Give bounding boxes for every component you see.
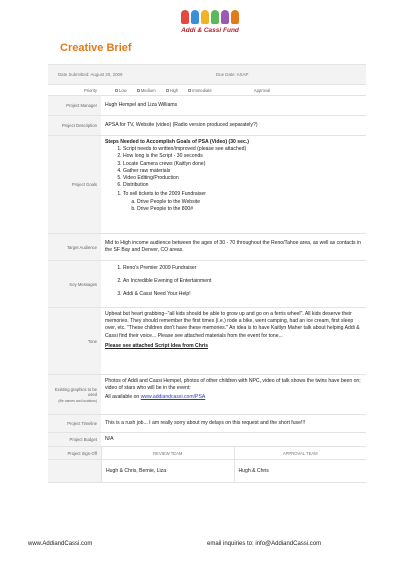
logo-figure [211,10,219,24]
project-budget-label: Project Budget [48,433,101,446]
project-description-row [48,116,366,136]
addi-cassi-logo [168,8,252,38]
goals-heading-text: Steps Needed to Accomplish Goals of PSA (Video) (30 sec.) [105,139,249,145]
subgoals-list [123,199,362,213]
project-goals-label: Project Goals [48,136,101,233]
step-item: 2. How long is the Script - 30 seconds [123,153,362,160]
priority-option-label: High [169,87,179,93]
dates-row [48,65,366,85]
key-messages-label: Key Messages [48,261,101,307]
priority-option-label: Immediate [192,87,212,93]
due-date: Due Date: ASAP [216,72,249,77]
step-item: 5. Video Editing/Production [123,175,362,182]
key-messages-row [48,261,366,308]
review-team-header: REVIEW TEAM [101,447,234,459]
existing-graphics-text: Photos of Addi and Cassi Hempel, photos of other children with NPC, video of talk shows the twins have been on; video of stars who will be in the event: [105,378,361,392]
key-messages-list [105,265,362,299]
project-manager-label: Project Manager [48,96,101,115]
step-item: 1. Script needs to written/improved (please see attached) [123,146,362,153]
subgoal-item: a. Drive People to the Website [137,199,362,206]
existing-graphics-availability [105,394,362,401]
project-signoff-body-row [48,460,366,483]
project-manager-value: Hugh Hempel and Liza Williams [105,101,178,108]
key-message-item: 3. Addi & Cassi Need Your Help! [123,291,362,298]
logo-figure [191,10,199,24]
priority-low-checkbox[interactable] [115,88,127,93]
priority-option-label: Medium [140,87,156,93]
target-audience-row [48,234,366,261]
project-signoff-header-row [48,447,366,460]
logo-figure [231,10,239,24]
checkbox-icon [166,89,169,92]
brief-form [48,64,366,483]
project-description-value: APSA for TV, Website (video) (Radio version produced separately?) [105,121,258,128]
project-goals-value [101,136,366,233]
checkbox-icon [115,89,118,92]
priority-option-label: Low [119,87,127,93]
priority-medium-checkbox[interactable] [137,88,156,93]
available-prefix: All available on [105,394,140,401]
logo-figures [168,8,252,26]
project-signoff-spacer [48,460,101,482]
key-message-item: 2. An Incredible Evening of Entertainment [123,278,362,285]
existing-graphics-label-text: Existing graphics to be used [54,386,97,397]
checkbox-icon [188,89,191,92]
logo-figure [181,10,189,24]
priority-row [48,85,366,96]
footer-website: www.AddiandCassi.com [28,541,93,547]
tone-row [48,308,366,375]
priority-immediate-checkbox[interactable] [188,88,212,93]
project-timeline-value: This is a rush job... I am really sorry about my delays on this request and the short fuse!!! [105,419,306,426]
step-item: 6. Distribution [123,182,362,189]
project-manager-row [48,96,366,116]
project-description-label: Project Description [48,116,101,135]
existing-graphics-row [48,375,366,415]
project-goals-row [48,136,366,234]
subgoal-item: b. Drive People to the 800# [137,206,362,213]
step-item: 3. Locate Camera crews (Kaitlyn done) [123,161,362,168]
key-messages-value [101,261,366,307]
approval-team-header: APPROVAL TEAM [234,447,367,459]
goal-text: To sell tickets to the 2009 Fundraiser [123,191,206,198]
checkbox-icon [137,89,140,92]
approval-team-value: Hugh & Chris [234,460,367,482]
logo-text: Addi & Cassi Fund [181,27,239,34]
tone-text: Upbeat but heart grabbing--"all kids should be able to grow up and go on a ferris wheel". All kids deserve their memories. They should remember the first times (i.e.) rode a bike, went camping, had an ice cream, first sleep over, etc. "These children don't have these memories." An idea is to have Kaitlyn Maher talk about helping Addi & Cassi find their voice... Please see attached materials from the event for tone... [105,311,360,339]
psa-link[interactable]: www.addiandcassi.com/PSA [140,394,206,401]
footer-email: email inquiries to: info@AddiandCassi.com [207,541,322,547]
existing-graphics-label [48,375,101,414]
priority-high-checkbox[interactable] [166,88,179,93]
project-signoff-label: Project Sign-Off [48,447,101,459]
page-title: Creative Brief [60,42,132,54]
tone-attachment [105,343,362,350]
key-message-item: 1. Reno's Premier 2009 Fundraiser [123,265,362,272]
tone-label: Tone [48,308,101,374]
project-timeline-label: Project Timeline [48,415,101,432]
existing-graphics-value [101,375,366,414]
project-budget-value: N/A [105,435,114,442]
target-audience-label: Target Audience [48,234,101,260]
project-timeline-row [48,415,366,433]
review-team-value: Hugh & Chris, Bernie, Liza [101,460,234,482]
script-idea-link[interactable]: Please see attached Script Idea from Chris [105,342,209,349]
existing-graphics-sublabel: (file names and locations) [58,398,97,403]
logo-figure [221,10,229,24]
goals-list [105,191,362,213]
goal-item [123,191,362,213]
steps-list [105,146,362,189]
tone-value [101,308,366,374]
step-item: 4. Gather raw materials [123,168,362,175]
date-submitted: Date Submitted: August 20, 2009 [58,72,123,77]
goals-heading [105,139,362,146]
target-audience-value: Mid to High income audience between the ages of 30 - 70 throughout the Reno/Tahoe area, as well as contacts in the SF Bay and Denver, CO areas. [105,239,361,253]
approval-label: Approval [253,87,271,93]
logo-figure [201,10,209,24]
priority-label: Priority [83,87,97,93]
project-budget-row [48,433,366,447]
